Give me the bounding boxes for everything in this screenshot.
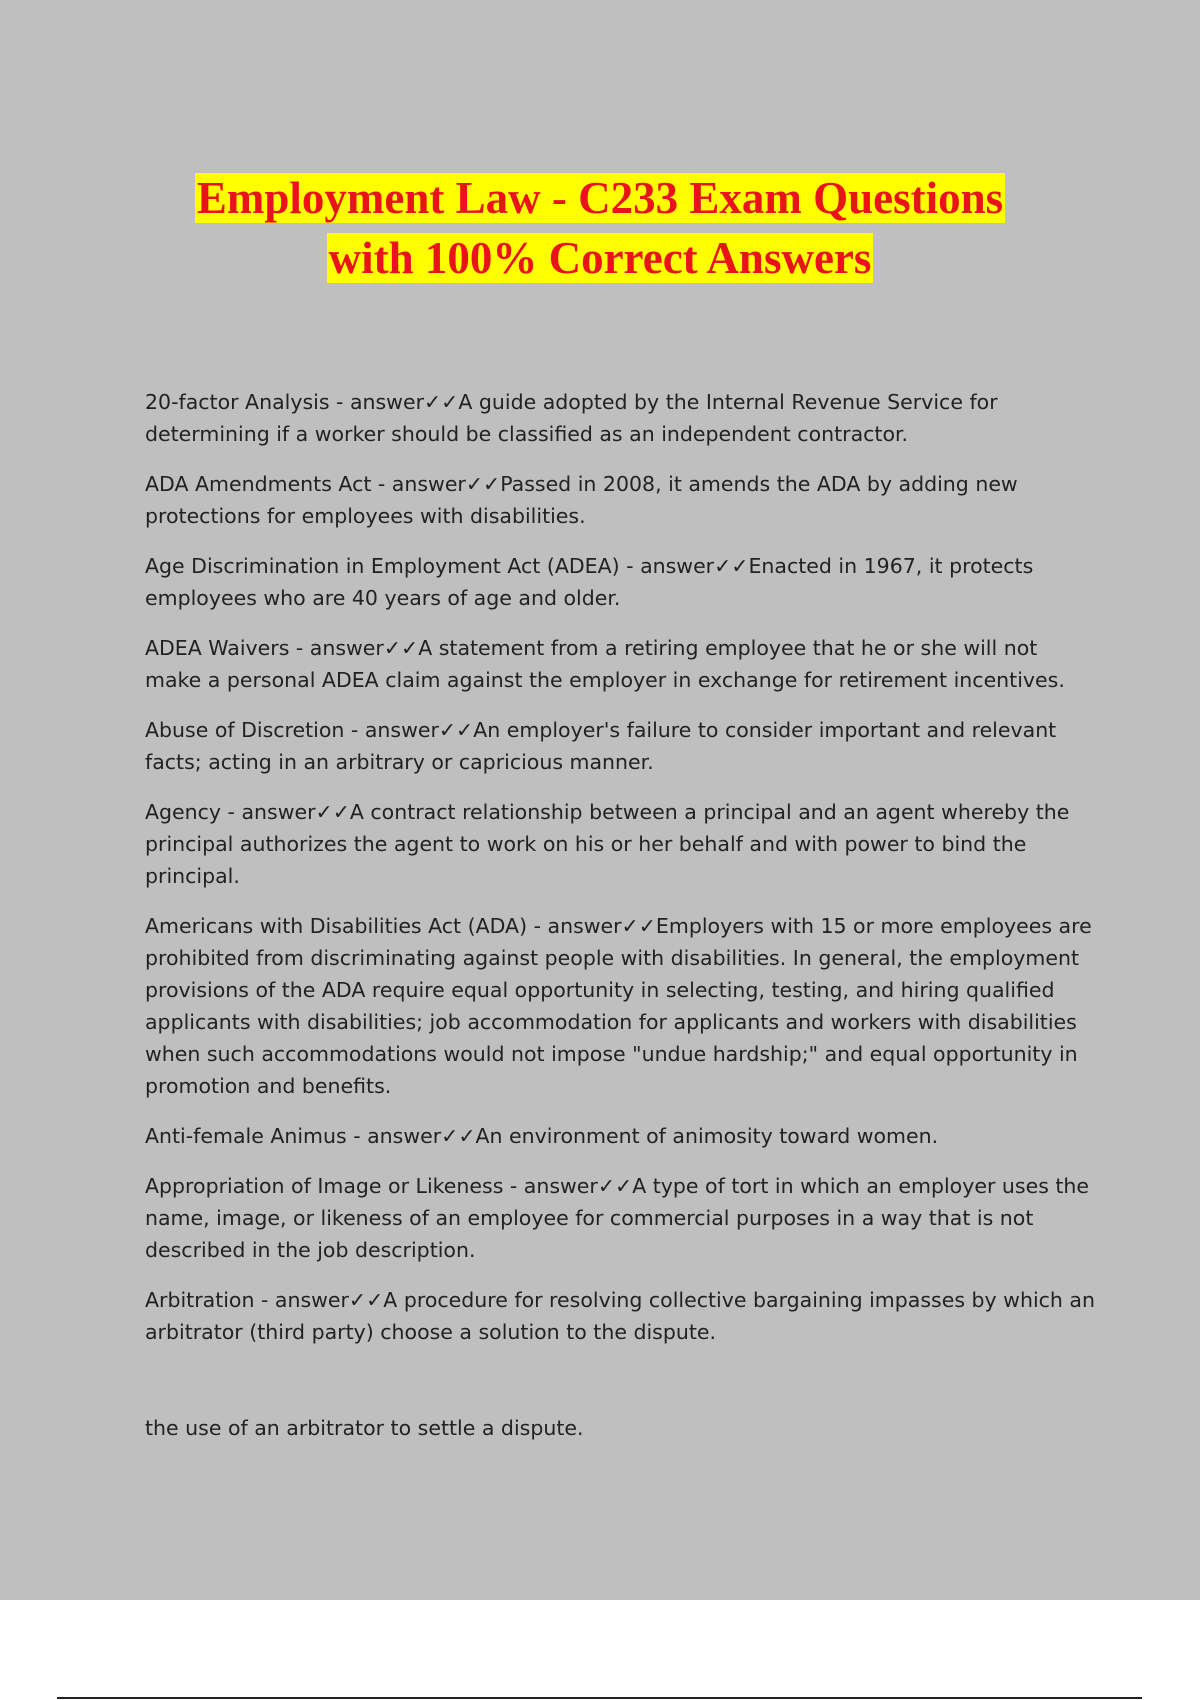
- qa-entry: ADEA Waivers - answer✓✓A statement from a retiring employee that he or she will not make a personal ADEA claim against the employer in exchange for retirement incentives.: [145, 636, 1065, 692]
- document-title: [0, 168, 1200, 288]
- qa-entry: Americans with Disabilities Act (ADA) - answer✓✓Employers with 15 or more employees are prohibited from discriminating against people with disabilities. In general, the employment provisions of the ADA require equal opportunity in selecting, testing, and hiring qualified applicants with disabilities; job accommodation for applicants and workers with disabilities when such accommodations would not impose "undue hardship;" and equal opportunity in promotion and benefits.: [145, 914, 1092, 1098]
- qa-entry: Appropriation of Image or Likeness - answer✓✓A type of tort in which an employer uses the name, image, or likeness of an employee for commercial purposes in a way that is not described in the job description.: [145, 1174, 1090, 1262]
- footer-divider: [57, 1697, 1142, 1699]
- qa-entry: Arbitration - answer✓✓A procedure for resolving collective bargaining impasses by which an arbitrator (third party) choose a solution to the dispute.: [145, 1288, 1095, 1344]
- title-line-2: with 100% Correct Answers: [328, 233, 872, 283]
- qa-entries: [145, 386, 1095, 1366]
- title-line-1: Employment Law - C233 Exam Questions: [196, 173, 1004, 223]
- trailing-text: the use of an arbitrator to settle a dispute.: [145, 1415, 584, 1440]
- qa-entry: Age Discrimination in Employment Act (ADEA) - answer✓✓Enacted in 1967, it protects employees who are 40 years of age and older.: [145, 554, 1034, 610]
- qa-entry: ADA Amendments Act - answer✓✓Passed in 2008, it amends the ADA by adding new protections for employees with disabilities.: [145, 472, 1018, 528]
- qa-entry: 20-factor Analysis - answer✓✓A guide adopted by the Internal Revenue Service for determining if a worker should be classified as an independent contractor.: [145, 390, 998, 446]
- qa-entry: Abuse of Discretion - answer✓✓An employer's failure to consider important and relevant facts; acting in an arbitrary or capricious manner.: [145, 718, 1057, 774]
- qa-entry: Anti-female Animus - answer✓✓An environment of animosity toward women.: [145, 1124, 939, 1148]
- qa-entry: Agency - answer✓✓A contract relationship between a principal and an agent whereby the principal authorizes the agent to work on his or her behalf and with power to bind the principal.: [145, 800, 1070, 888]
